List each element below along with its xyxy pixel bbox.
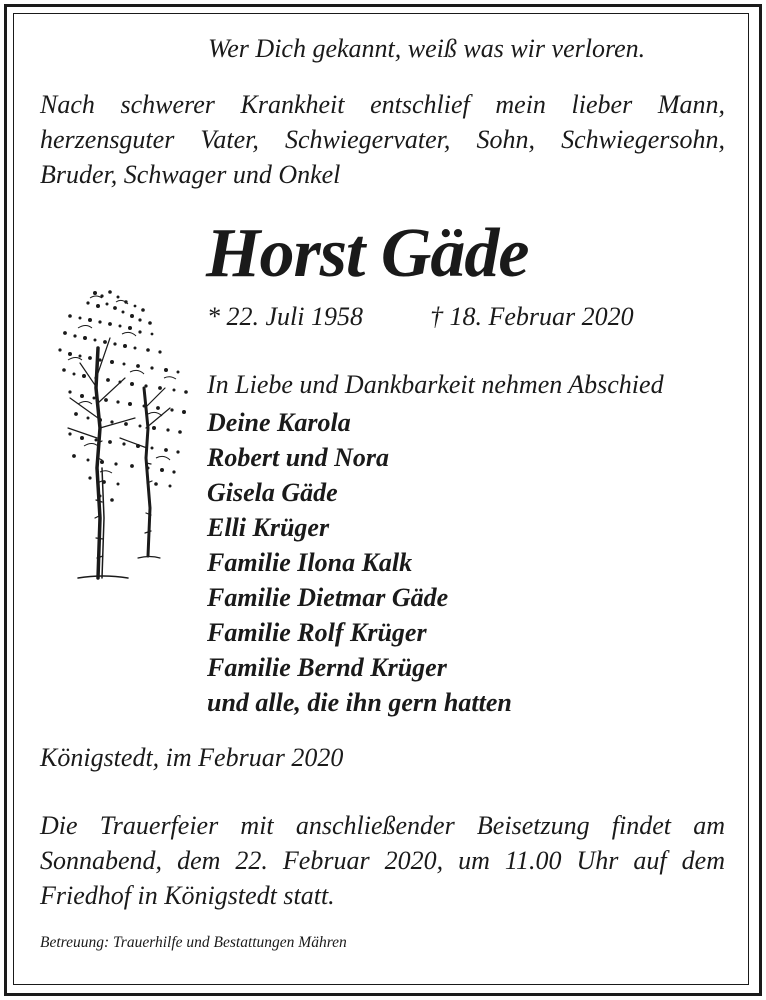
birch-tree-icon (40, 278, 195, 583)
mourner-item: Robert und Nora (207, 443, 390, 472)
mourner-item: und alle, die ihn gern hatten (207, 688, 512, 717)
farewell-text: In Liebe und Dankbarkeit nehmen Abschied (207, 370, 664, 399)
motto: Wer Dich gekannt, weiß was wir verloren. (208, 34, 646, 63)
intro-line: herzensguter Vater, Schwiegervater, Sohn, Schwiegersohn, (40, 125, 725, 154)
mourner-item: Familie Dietmar Gäde (207, 583, 449, 612)
intro-line: Nach schwerer Krankheit entschlief mein lieber Mann, (40, 90, 725, 119)
mourners-list (207, 405, 512, 720)
mourner-item: Elli Krüger (207, 513, 330, 542)
mourner-item: Gisela Gäde (207, 478, 338, 507)
intro-line: Bruder, Schwager und Onkel (40, 160, 341, 189)
funeral-line: Friedhof in Königstedt statt. (40, 881, 335, 910)
mourner-item: Familie Ilona Kalk (207, 548, 413, 577)
care-credit: Betreuung: Trauerhilfe und Bestattungen Mähren (40, 934, 347, 951)
birth-date: * 22. Juli 1958 (207, 302, 363, 331)
death-date: † 18. Februar 2020 (430, 302, 634, 331)
mourner-item: Deine Karola (207, 408, 351, 437)
place-date: Königstedt, im Februar 2020 (40, 743, 344, 772)
mourner-item: Familie Bernd Krüger (207, 653, 447, 682)
funeral-line: Sonnabend, dem 22. Februar 2020, um 11.00 Uhr auf dem (40, 846, 725, 875)
funeral-line: Die Trauerfeier mit anschließender Beisetzung findet am (40, 811, 725, 840)
funeral-details (40, 808, 725, 913)
mourner-item: Familie Rolf Krüger (207, 618, 427, 647)
intro-text (40, 87, 725, 192)
deceased-name: Horst Gäde (206, 215, 529, 292)
